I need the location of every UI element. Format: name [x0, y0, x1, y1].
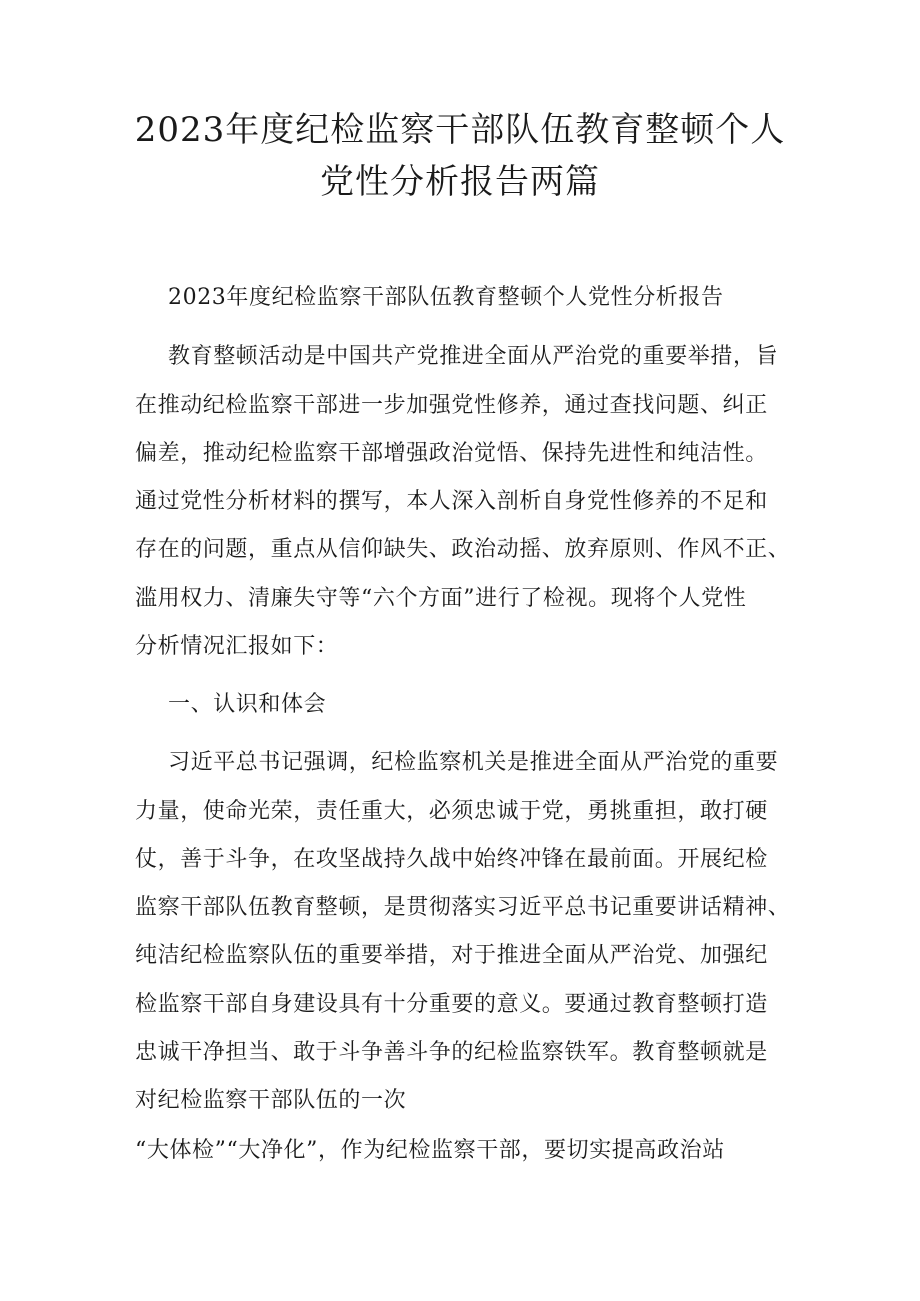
- paragraph-2-line: 习近平总书记强调，纪检监察机关是推进全面从严治党的重要: [168, 750, 779, 775]
- document-title-line-1: 2023年度纪检监察干部队伍教育整顿个人: [134, 110, 786, 150]
- paragraph-1-line: 分析情况汇报如下：: [135, 634, 339, 659]
- paragraph-1-line: 在推动纪检监察干部进一步加强党性修养，通过查找问题、纠正: [135, 393, 768, 418]
- paragraph-2-line: 仗，善于斗争，在攻坚战持久战中始终冲锋在最前面。开展纪检: [135, 847, 768, 872]
- paragraph-2-line: 检监察干部自身建设具有十分重要的意义。要通过教育整顿打造: [135, 992, 768, 1017]
- paragraph-2-line: 对纪检监察干部队伍的一次: [135, 1088, 407, 1113]
- paragraph-1-line: 存在的问题，重点从信仰缺失、政治动摇、放弃原则、作风不正、: [135, 537, 791, 562]
- paragraph-2-line: 忠诚干净担当、敢于斗争善斗争的纪检监察铁军。教育整顿就是: [135, 1040, 768, 1065]
- paragraph-1-line: 通过党性分析材料的撰写，本人深入剖析自身党性修养的不足和: [135, 489, 768, 514]
- paragraph-2-line: 纯洁纪检监察队伍的重要举措，对于推进全面从严治党、加强纪: [135, 943, 768, 968]
- paragraph-1-line: 滥用权力、清廉失守等“六个方面”进行了检视。现将个人党性: [135, 586, 747, 611]
- paragraph-1-line: 教育整顿活动是中国共产党推进全面从严治党的重要举措，旨: [168, 344, 779, 369]
- paragraph-2-line: “大体检”“大净化”，作为纪检监察干部，要切实提高政治站: [135, 1138, 725, 1163]
- section-heading: 一、认识和体会: [168, 692, 327, 717]
- paragraph-2-line: 监察干部队伍教育整顿，是贯彻落实习近平总书记重要讲话精神、: [135, 895, 791, 920]
- document-title-line-2: 党性分析报告两篇: [320, 162, 600, 202]
- report-subtitle: 2023年度纪检监察干部队伍教育整顿个人党性分析报告: [168, 285, 724, 310]
- paragraph-2-line: 力量，使命光荣，责任重大，必须忠诚于党，勇挑重担，敢打硬: [135, 799, 768, 824]
- paragraph-1-line: 偏差，推动纪检监察干部增强政治觉悟、保持先进性和纯洁性。: [135, 441, 768, 466]
